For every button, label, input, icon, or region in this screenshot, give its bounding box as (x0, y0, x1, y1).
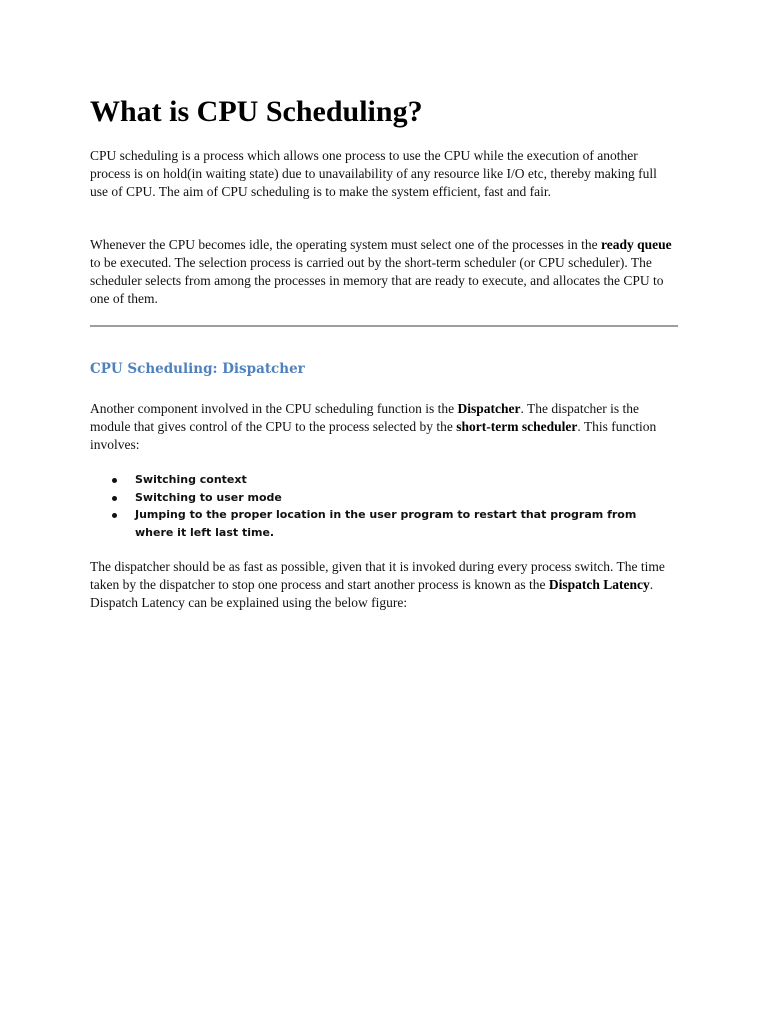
dispatcher-bold: Dispatcher (457, 401, 521, 416)
dispatch-latency-paragraph (90, 558, 678, 612)
ready-queue-paragraph-text-1: Whenever the CPU becomes idle, the operating system must select one of the processes in the (90, 237, 601, 252)
list-item (90, 489, 678, 507)
list-item (90, 471, 678, 489)
dispatcher-paragraph-text-3: . This function involves: (90, 419, 657, 452)
ready-queue-paragraph-text-2: to be executed. The selection process is carried out by the short-term scheduler (or CPU scheduler). The scheduler selects from among the processes in memory that are ready to execute, and allocates the CPU to one of them. (90, 255, 664, 306)
dispatch-latency-bold: Dispatch Latency (548, 577, 650, 592)
list-item-text: Jumping to the proper location in the user program to restart that program from where it left last time. (135, 508, 637, 539)
bullet-icon (112, 513, 117, 518)
ready-queue-paragraph (90, 236, 678, 308)
page-title: What is CPU Scheduling? (90, 95, 423, 128)
dispatch-latency-paragraph-text-2: . Dispatch Latency can be explained using the below figure: (90, 577, 654, 610)
dispatcher-function-list (90, 471, 678, 541)
list-item-text: Switching context (135, 473, 247, 486)
dispatcher-paragraph (90, 400, 678, 454)
list-item (90, 506, 678, 541)
intro-paragraph: CPU scheduling is a process which allows one process to use the CPU while the execution of another process is on hold(in waiting state) due to unavailability of any resource like I/O etc, thereby making full use of CPU. The aim of CPU scheduling is to make the system efficient, fast and fair. (90, 148, 657, 199)
short-term-scheduler-bold: short-term scheduler (456, 419, 578, 434)
list-item-text: Switching to user mode (135, 490, 282, 504)
dispatch-latency-paragraph-text-1: The dispatcher should be as fast as possible, given that it is invoked during every process switch. The time taken by the dispatcher to stop one process and start another process is known as the (90, 559, 665, 592)
bullet-icon (112, 478, 117, 483)
dispatcher-paragraph-text-1: Another component involved in the CPU scheduling function is the (90, 401, 458, 416)
horizontal-divider (90, 325, 678, 327)
dispatcher-section-heading: CPU Scheduling: Dispatcher (90, 361, 305, 377)
bullet-icon (112, 496, 117, 501)
dispatcher-paragraph-text-2: . The dispatcher is the module that gives control of the CPU to the process selected by the (90, 401, 640, 434)
ready-queue-bold: ready queue (600, 237, 672, 252)
